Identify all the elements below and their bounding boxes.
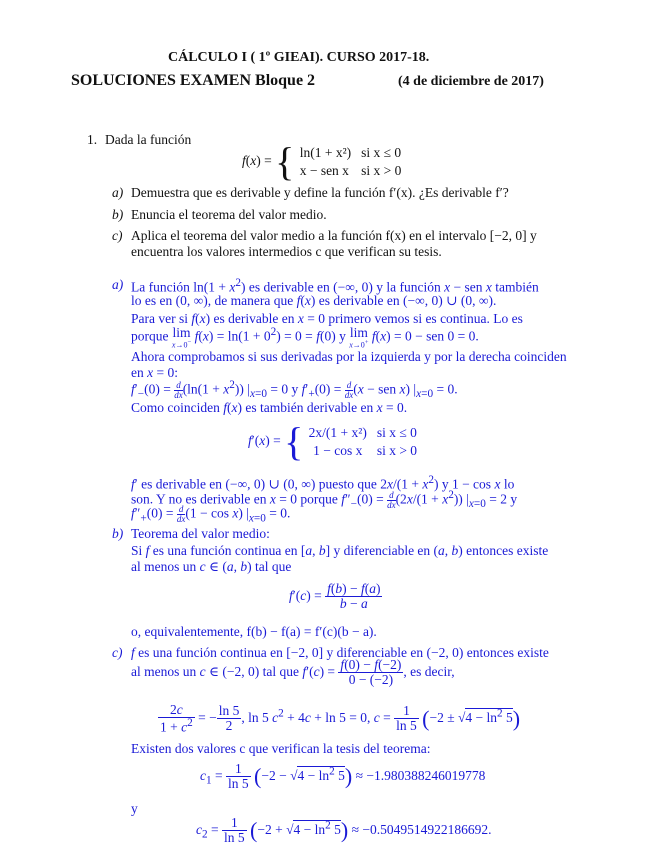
case-cond: si x > 0 <box>361 163 402 178</box>
item-text: Enuncia el teorema del valor medio. <box>131 207 327 222</box>
solution-a-line: La función $\ln(1 + x^2)$ es derivable en (−∞, 0) y la función x − sen x también <box>131 277 539 295</box>
c2-value: ≈ −0.5049514922186692. <box>351 821 492 837</box>
case-expr: 2x/(1 + x²) <box>308 424 367 440</box>
c1-formula: $c_1$ = $\frac{1}{\ln 5}$ $(-2 - √4 - \ln^2 5) \approx -1.980388246019778$ <box>200 761 486 792</box>
solution-b-line: Si f es una función continua en [a, b] y diferenciable en (a, b) entonces existe <box>131 543 549 558</box>
solution-a-line: lo es en (0, ∞), de manera que f(x) es derivable en (−∞, 0) ∪ (0, ∞). <box>131 293 497 308</box>
solution-c-values-intro: Existen dos valores c que verifican la tesis del teorema: <box>131 741 431 756</box>
solution-label: b) <box>112 526 124 541</box>
problem-number: 1. <box>87 132 98 147</box>
solution-label: c) <box>112 645 123 660</box>
solution-a-line: son. Y no es derivable en x = 0 porque $f''_-(0)$ = $\frac{d}{dx}(2x/(1 + x^2)) |_{x=0} = 2$ y <box>131 489 518 511</box>
item-label: a) <box>112 185 124 200</box>
solution-a-line: porque lim x→0− $f(x) = \ln(1 + 0^2) = 0 = f(0)$ y lim x→0+ f(x) = 0 − sen 0 = 0. <box>131 325 479 350</box>
case-expr: ln(1 + x²) <box>299 144 352 160</box>
solution-b-equiv: o, equivalentemente, f(b) − f(a) = f′(c)(b − a). <box>131 624 377 639</box>
case-expr: x − sen x <box>299 163 349 178</box>
solution-a-line: $f''_+(0)$ = $\frac{d}{dx}(1 - \cos x) |_{x=0} = 0$. <box>131 504 291 525</box>
solution-a-line: f′ es derivable en (−∞, 0) ∪ (0, ∞) puesto que $2x/(1 + x^2)$ y 1 − cos x lo <box>131 474 515 492</box>
item-label: b) <box>112 207 124 222</box>
case-cond: si x > 0 <box>376 443 418 458</box>
solution-b-title: Teorema del valor medio: <box>131 526 270 541</box>
c2-formula: $c_2$ = $\frac{1}{\ln 5}$ $(-2 + √4 - \ln^2 5) \approx -0.5049514922186692$. <box>196 815 492 846</box>
solution-a-line: $f'_-(0)$ = $\frac{d}{dx}(\ln(1 + x^2)) |_{x=0} = 0$ y $f'_+(0)$ = $\frac{d}{dx}(x$ − sen x) $|_{x=0} = 0$. <box>131 379 458 401</box>
case-cond: si x ≤ 0 <box>361 144 402 160</box>
header-date: (4 de diciembre de 2017) <box>398 74 544 89</box>
item-text: Aplica el teorema del valor medio a la función f(x) en el intervalo [−2, 0] y <box>131 228 537 243</box>
solution-c-line: f es una función continua en [−2, 0] y diferenciable en (−2, 0) entonces existe <box>131 645 549 660</box>
solution-a-line: Como coinciden f(x) es también derivable en x = 0. <box>131 400 408 415</box>
solution-b-line: al menos un c ∈ (a, b) tal que <box>131 559 292 574</box>
header-subtitle: SOLUCIONES EXAMEN Bloque 2 <box>71 72 316 89</box>
solution-label: a) <box>112 277 124 292</box>
solution-a-line: en x = 0: <box>131 365 178 380</box>
item-label: c) <box>112 228 123 243</box>
solution-c-line: al menos un c ∈ (−2, 0) tal que f′(c) = $\frac{f(0) - f(-2)}{0 - (-2)}$ , es decir, <box>131 657 455 688</box>
derivative-definition: f′(x) = { 2x/(1 + x²) si x ≤ 0 1 − cos x si x > 0 <box>248 422 425 462</box>
case-expr: 1 − cos x <box>313 443 363 458</box>
problem-intro: Dada la función <box>105 132 192 147</box>
function-definition: f(x) = { ln(1 + x²) si x ≤ 0 x − sen x si x > 0 <box>242 142 409 182</box>
solution-a-line: Para ver si f(x) es derivable en x = 0 primero vemos si es continua. Lo es <box>131 311 523 326</box>
solution-a-line: Ahora comprobamos si sus derivadas por la izquierda y por la derecha coinciden <box>131 349 567 364</box>
case-cond: si x ≤ 0 <box>376 424 417 440</box>
mean-value-formula: f′(c) = $\frac{f(b) - f(a)}{b - a}$ <box>289 581 381 612</box>
header-title: CÁLCULO I ( 1º GIEAI). CURSO 2017-18. <box>168 50 430 65</box>
solution-c-equation: $\frac{2c}{1 + c^2}$ = − $\frac{\ln 5}{2}$ , ln 5 $c^2 + 4c + \ln 5 = 0$, c = $\frac{1}{\ln 5}$ $(-2 \pm √4 - \ln^2 5)$ <box>160 702 521 735</box>
c1-value: ≈ −1.980388246019778 <box>355 767 486 783</box>
item-text: encuentra los valores intermedios c que verifican su tesis. <box>131 244 442 259</box>
y-connector: y <box>131 801 138 816</box>
item-text: Demuestra que es derivable y define la función f′(x). ¿Es derivable f′? <box>131 185 509 200</box>
